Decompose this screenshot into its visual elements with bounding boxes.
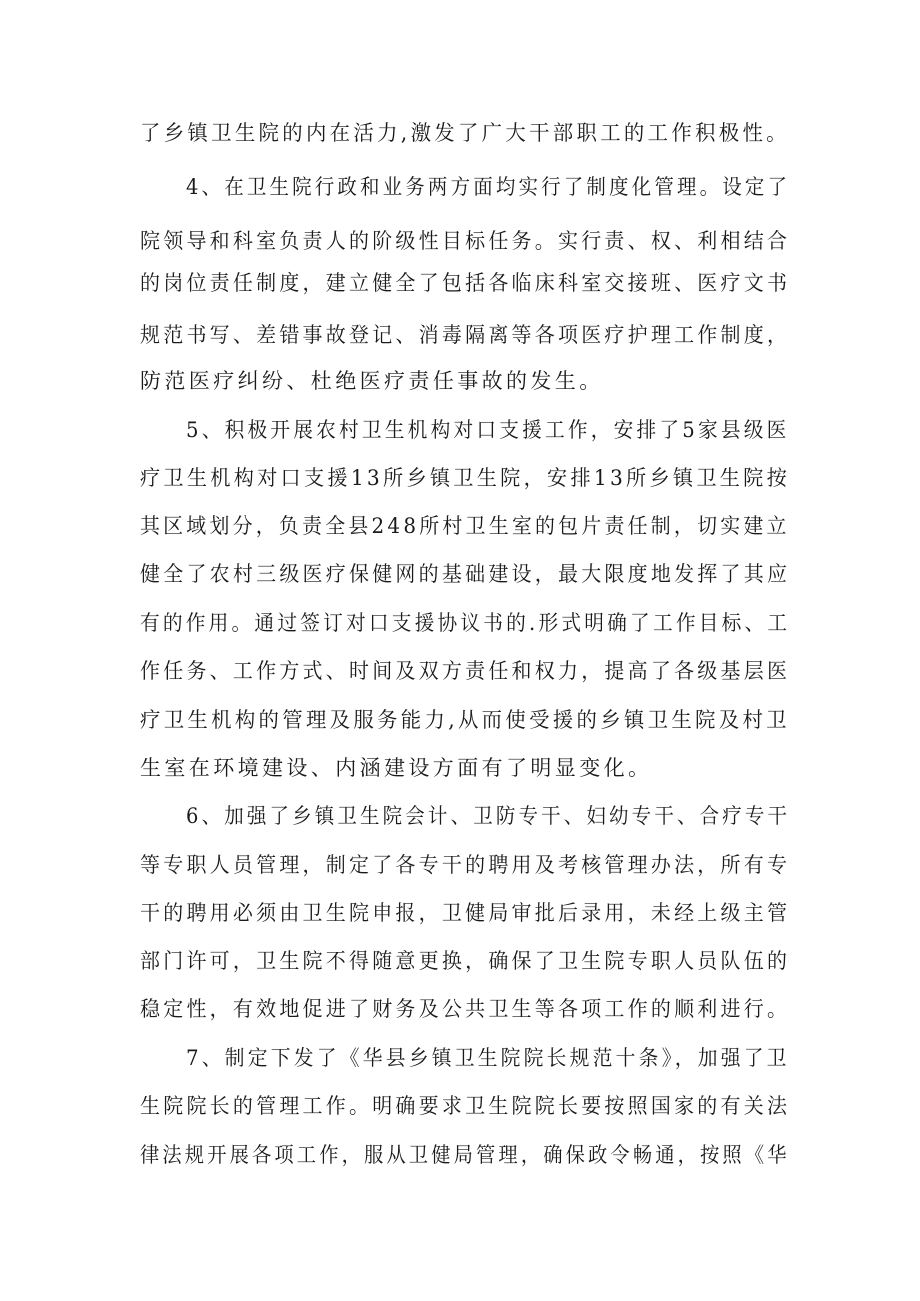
- text-line: 部门许可，卫生院不得随意更换，确保了卫生院专职人员队伍的: [140, 949, 791, 973]
- text-line: 等专职人员管理，制定了各专干的聘用及考核管理办法，所有专: [140, 853, 791, 877]
- text-line: 其区域划分，负责全县248所村卫生室的包片责任制，切实建立: [140, 514, 790, 538]
- text-line: 生院院长的管理工作。明确要求卫生院院长要按照国家的有关法: [140, 1094, 791, 1118]
- text-line: 律法规开展各项工作，服从卫健局管理，确保政令畅通，按照《华: [140, 1143, 790, 1167]
- paragraph-5-line: 5、积极开展农村卫生机构对口支援工作，安排了5家县级医: [186, 418, 790, 442]
- text-line: 疗卫生机构的管理及服务能力,从而使受援的乡镇卫生院及村卫: [140, 708, 790, 732]
- paragraph-4-line: 4、在卫生院行政和业务两方面均实行了制度化管理。设定了: [186, 175, 791, 199]
- text-line: 疗卫生机构对口支援13所乡镇卫生院，安排13所乡镇卫生院按: [140, 466, 791, 490]
- text-line: 防范医疗纠纷、杜绝医疗责任事故的发生。: [140, 369, 604, 393]
- text-line: 稳定性，有效地促进了财务及公共卫生等各项工作的顺利进行。: [140, 997, 791, 1021]
- text-line: 院领导和科室负责人的阶级性目标任务。实行责、权、利相结合: [140, 229, 791, 253]
- text-line: 作任务、工作方式、时间及双方责任和权力，提高了各级基层医: [140, 659, 791, 683]
- text-line: 有的作用。通过签订对口支援协议书的.形式明确了工作目标、工: [140, 611, 791, 635]
- paragraph-6-line: 6、加强了乡镇卫生院会计、卫防专干、妇幼专干、合疗专干: [186, 804, 791, 828]
- text-line: 了乡镇卫生院的内在活力,激发了广大干部职工的工作积极性。: [140, 121, 790, 145]
- text-line: 干的聘用必须由卫生院申报，卫健局审批后录用，未经上级主管: [140, 901, 791, 925]
- text-line: 规范书写、差错事故登记、消毒隔离等各项医疗护理工作制度，: [140, 323, 791, 347]
- paragraph-7-line: 7、制定下发了《华县乡镇卫生院院长规范十条》，加强了卫: [186, 1046, 790, 1070]
- text-line: 健全了农村三级医疗保健网的基础建设，最大限度地发挥了其应: [140, 562, 791, 586]
- text-line: 的岗位责任制度，建立健全了包括各临床科室交接班、医疗文书: [140, 271, 791, 295]
- text-line: 生室在环境建设、内涵建设方面有了明显变化。: [140, 756, 653, 780]
